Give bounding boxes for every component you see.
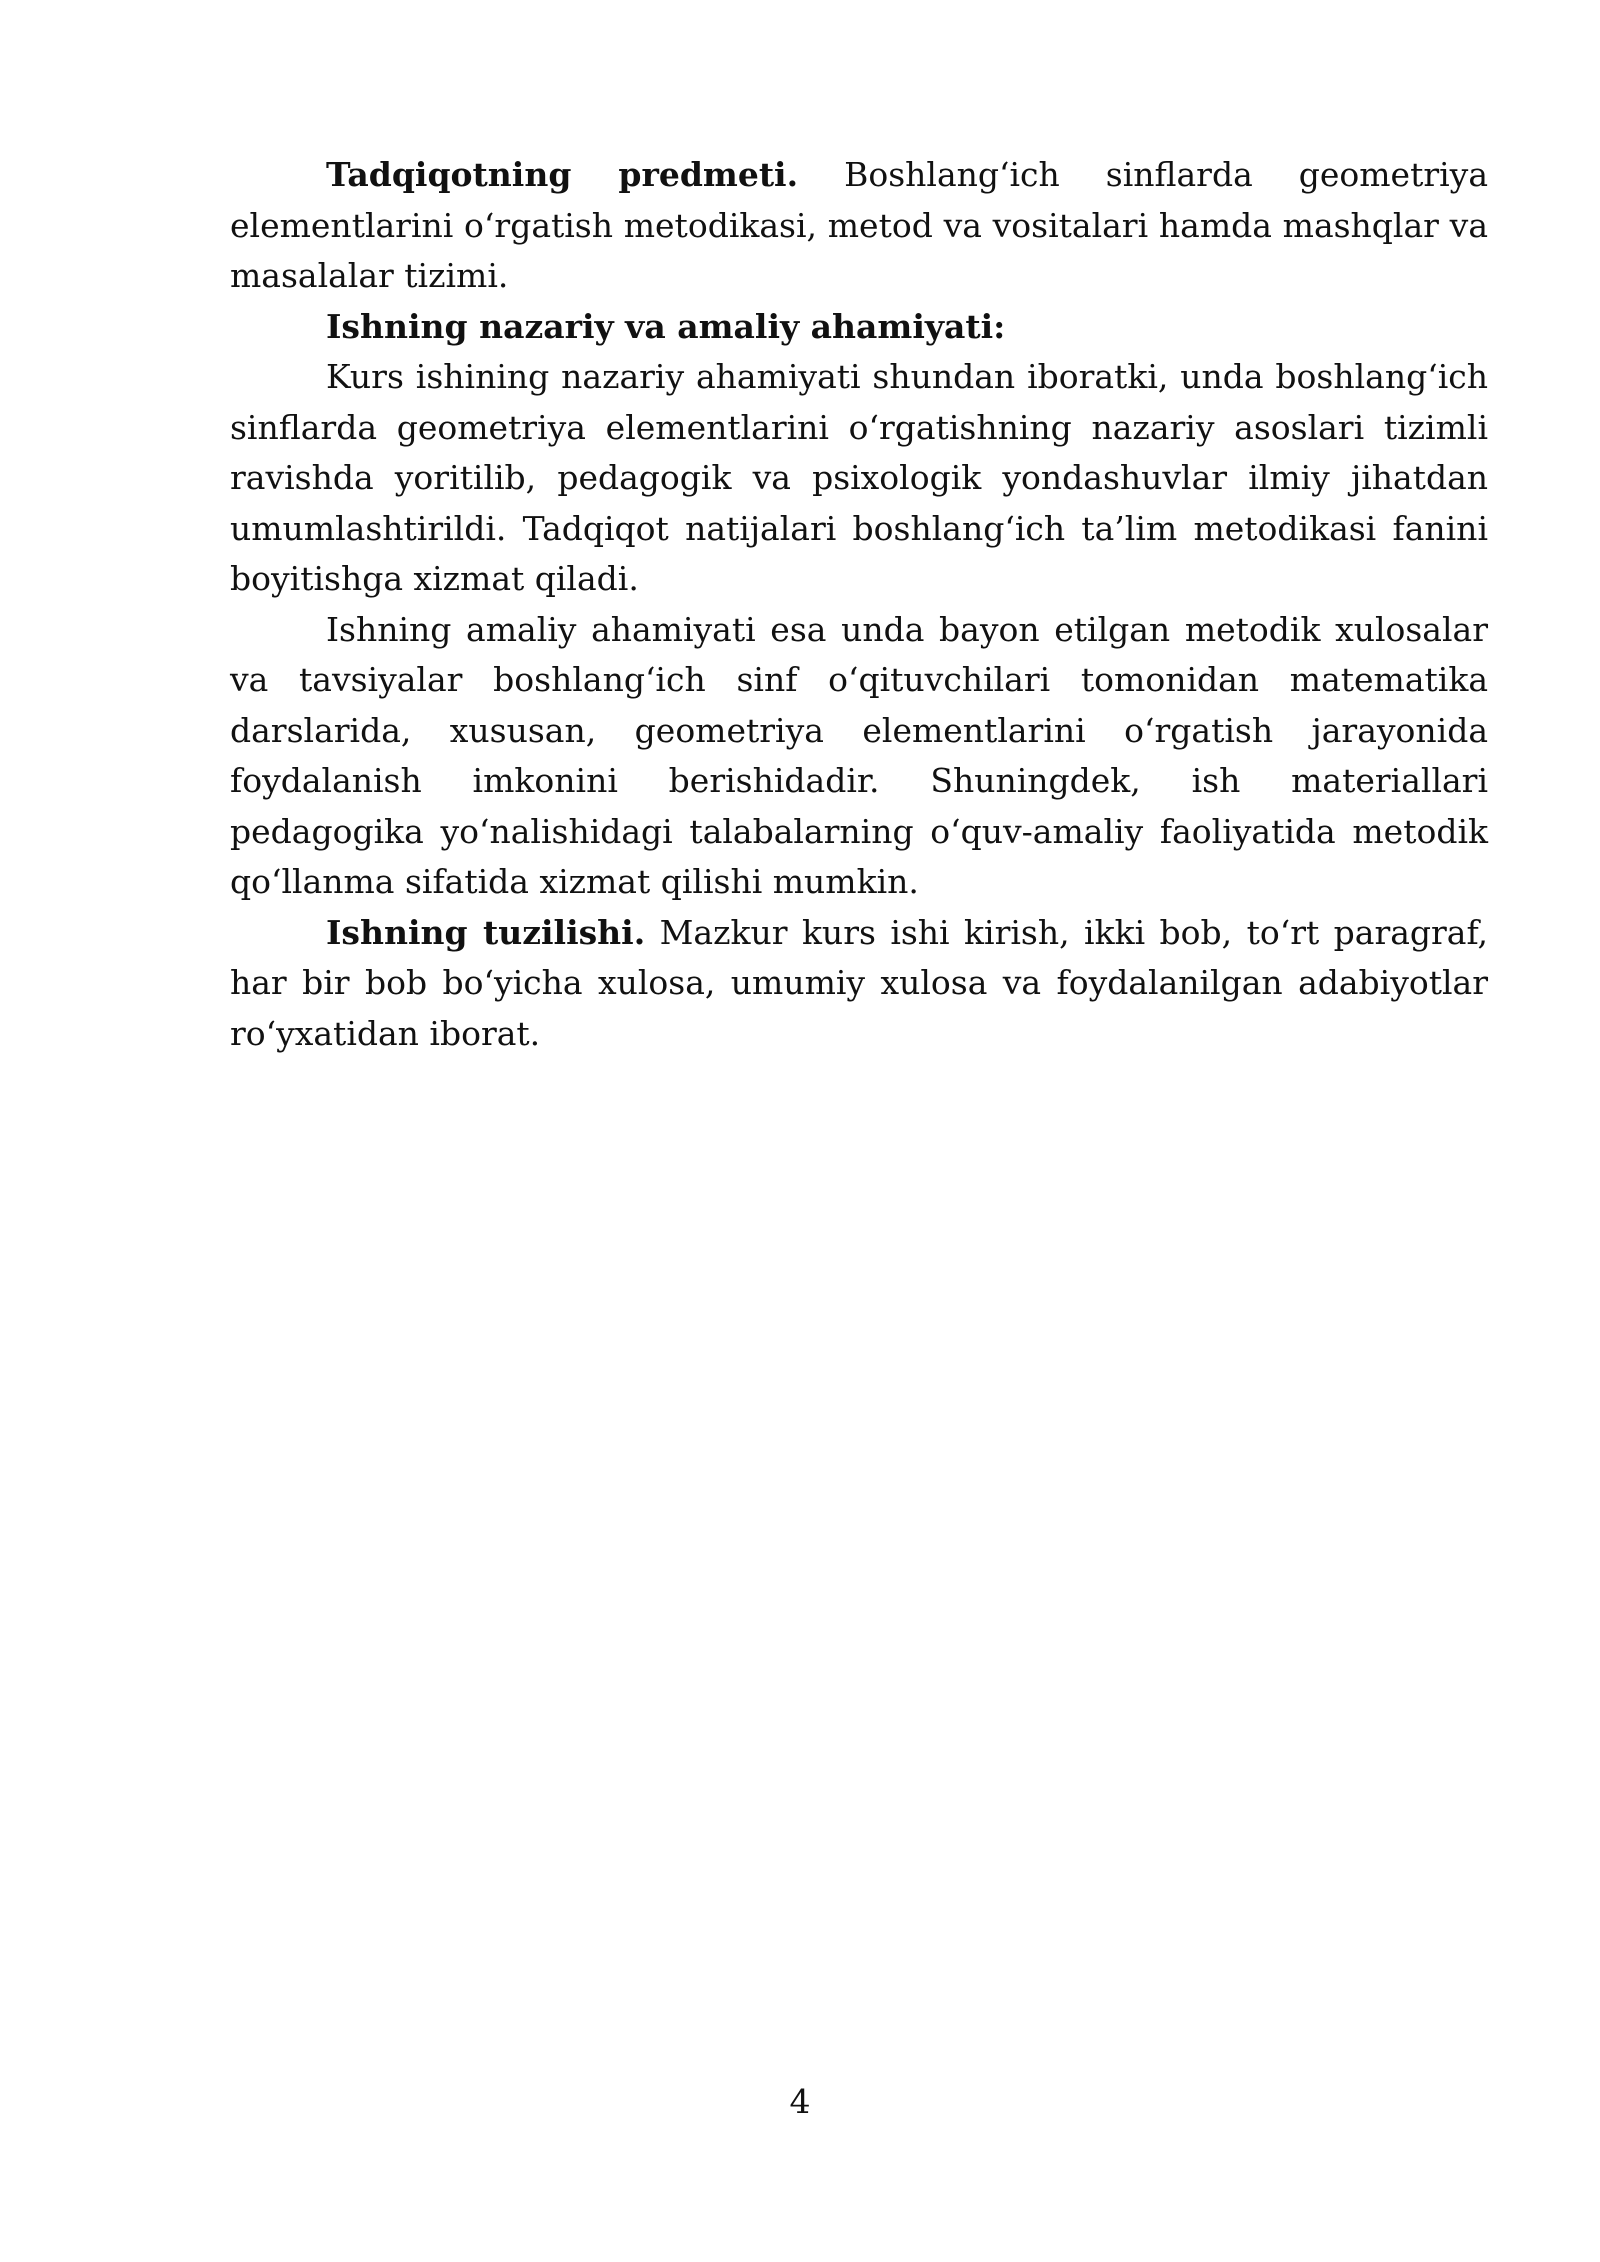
- paragraph-practical-significance: Ishning amaliy ahamiyati esa unda bayon etilgan metodik xulosalar va tavsiyalar boshlang‘ich sinf o‘qituvchilari tomonidan matematika darslarida, xususan, geometriya elementlarini o‘rgatish jarayonida foydalanish imkonini berishidadir. Shuningdek, ish materiallari pedagogika yo‘nalishidagi talabalarning o‘quv-amaliy faoliyatida metodik qo‘llanma sifatida xizmat qilishi mumkin.: [230, 609, 1488, 901]
- paragraph-lead-structure: Ishning tuzilishi.: [326, 912, 646, 952]
- document-page: [230, 150, 1488, 1059]
- paragraph-text-structure: Mazkur kurs ishi kirish, ikki bob, to‘rt paragraf, har bir bob bo‘yicha xulosa, umumiy xulosa va foydalanilgan adabiyotlar ro‘yxatidan iborat.: [230, 912, 1488, 1053]
- paragraph-text-subject: Boshlang‘ich sinflarda geometriya elementlarini o‘rgatish metodikasi, metod va vositalari hamda mashqlar va masalalar tizimi.: [230, 155, 1488, 295]
- paragraph-structure: [230, 908, 1488, 1060]
- paragraph-theoretical-significance: Kurs ishining nazariy ahamiyati shundan iboratki, unda boshlang‘ich sinflarda geometriya elementlarini o‘rgatishning nazariy asoslari tizimli ravishda yoritilib, pedagogik va psixologik yondashuvlar ilmiy jihatdan umumlashtirildi. Tadqiqot natijalari boshlang‘ich ta’lim metodikasi fanini boyitishga xizmat qiladi.: [230, 357, 1488, 598]
- section-heading-significance: Ishning nazariy va amaliy ahamiyati:: [326, 306, 1006, 346]
- paragraph-subject: [230, 150, 1488, 302]
- page-number: 4: [789, 2082, 811, 2121]
- paragraph-lead-subject: Tadqiqotning predmeti.: [326, 155, 799, 194]
